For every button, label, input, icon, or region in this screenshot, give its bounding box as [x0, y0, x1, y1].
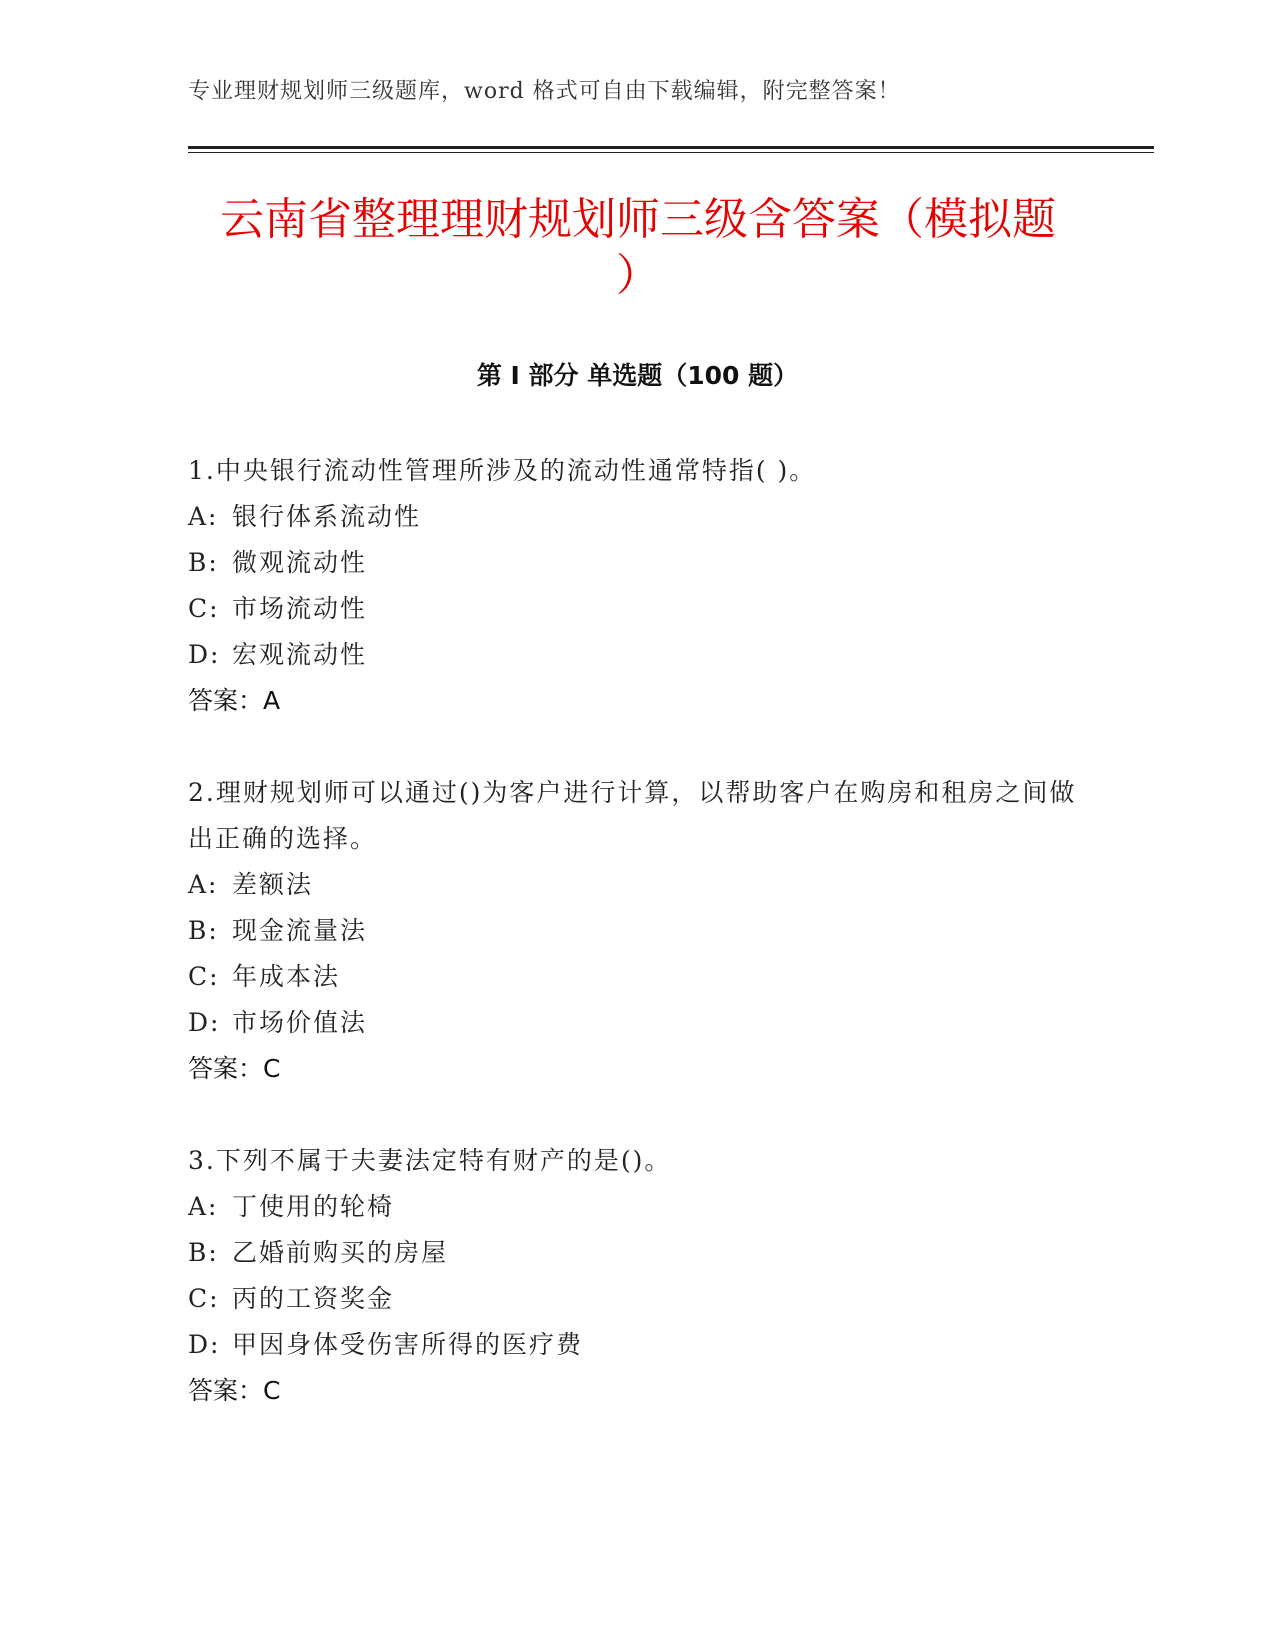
option-d	[188, 1000, 1088, 1046]
question-list	[188, 448, 1088, 1460]
option-a	[188, 862, 1088, 908]
option-c	[188, 1276, 1088, 1322]
header-divider	[188, 146, 1154, 149]
option-text: 银行体系流动性	[232, 502, 422, 531]
option-text: 差额法	[232, 870, 314, 899]
question-stem: 2.理财规划师可以通过()为客户进行计算，以帮助客户在购房和租房之间做出正确的选择。	[188, 778, 1077, 853]
document-title-line2: ）	[616, 250, 660, 301]
option-text: 丁使用的轮椅	[232, 1192, 395, 1221]
question-stem: 3.下列不属于夫妻法定特有财产的是()。	[188, 1146, 672, 1175]
answer-line: 答案：C	[188, 1376, 281, 1405]
option-letter: D:	[188, 1008, 221, 1037]
option-b	[188, 908, 1088, 954]
answer-line: 答案：C	[188, 1054, 281, 1083]
option-text: 市场流动性	[232, 594, 368, 623]
option-b	[188, 1230, 1088, 1276]
option-text: 甲因身体受伤害所得的医疗费	[232, 1330, 584, 1359]
option-text: 年成本法	[232, 962, 341, 991]
option-letter: A:	[188, 1192, 219, 1221]
document-title-line1: 云南省整理理财规划师三级含答案（模拟题	[220, 194, 1056, 245]
option-d	[188, 632, 1088, 678]
option-letter: B:	[188, 916, 219, 945]
option-text: 市场价值法	[232, 1008, 368, 1037]
question-1	[188, 448, 1088, 724]
answer-line: 答案：A	[188, 686, 281, 715]
option-a	[188, 1184, 1088, 1230]
option-letter: D:	[188, 640, 221, 669]
option-letter: C:	[188, 1284, 220, 1313]
option-d	[188, 1322, 1088, 1368]
option-c	[188, 586, 1088, 632]
option-letter: A:	[188, 870, 219, 899]
option-letter: A:	[188, 502, 219, 531]
question-2	[188, 770, 1088, 1092]
option-letter: B:	[188, 1238, 219, 1267]
section-heading: 第 I 部分 单选题（100 题）	[476, 361, 799, 390]
option-a	[188, 494, 1088, 540]
header-note: 专业理财规划师三级题库，word 格式可自由下载编辑，附完整答案！	[188, 79, 901, 104]
option-text: 乙婚前购买的房屋	[232, 1238, 449, 1267]
option-text: 现金流量法	[232, 916, 368, 945]
header-divider-thin	[188, 152, 1154, 153]
option-letter: C:	[188, 962, 220, 991]
option-letter: B:	[188, 548, 219, 577]
option-text: 微观流动性	[232, 548, 368, 577]
document-title	[188, 192, 1088, 304]
option-letter: C:	[188, 594, 220, 623]
option-text: 宏观流动性	[232, 640, 368, 669]
question-3	[188, 1138, 1088, 1414]
option-text: 丙的工资奖金	[232, 1284, 395, 1313]
question-stem: 1.中央银行流动性管理所涉及的流动性通常特指( )。	[188, 456, 817, 485]
option-b	[188, 540, 1088, 586]
option-letter: D:	[188, 1330, 221, 1359]
option-c	[188, 954, 1088, 1000]
